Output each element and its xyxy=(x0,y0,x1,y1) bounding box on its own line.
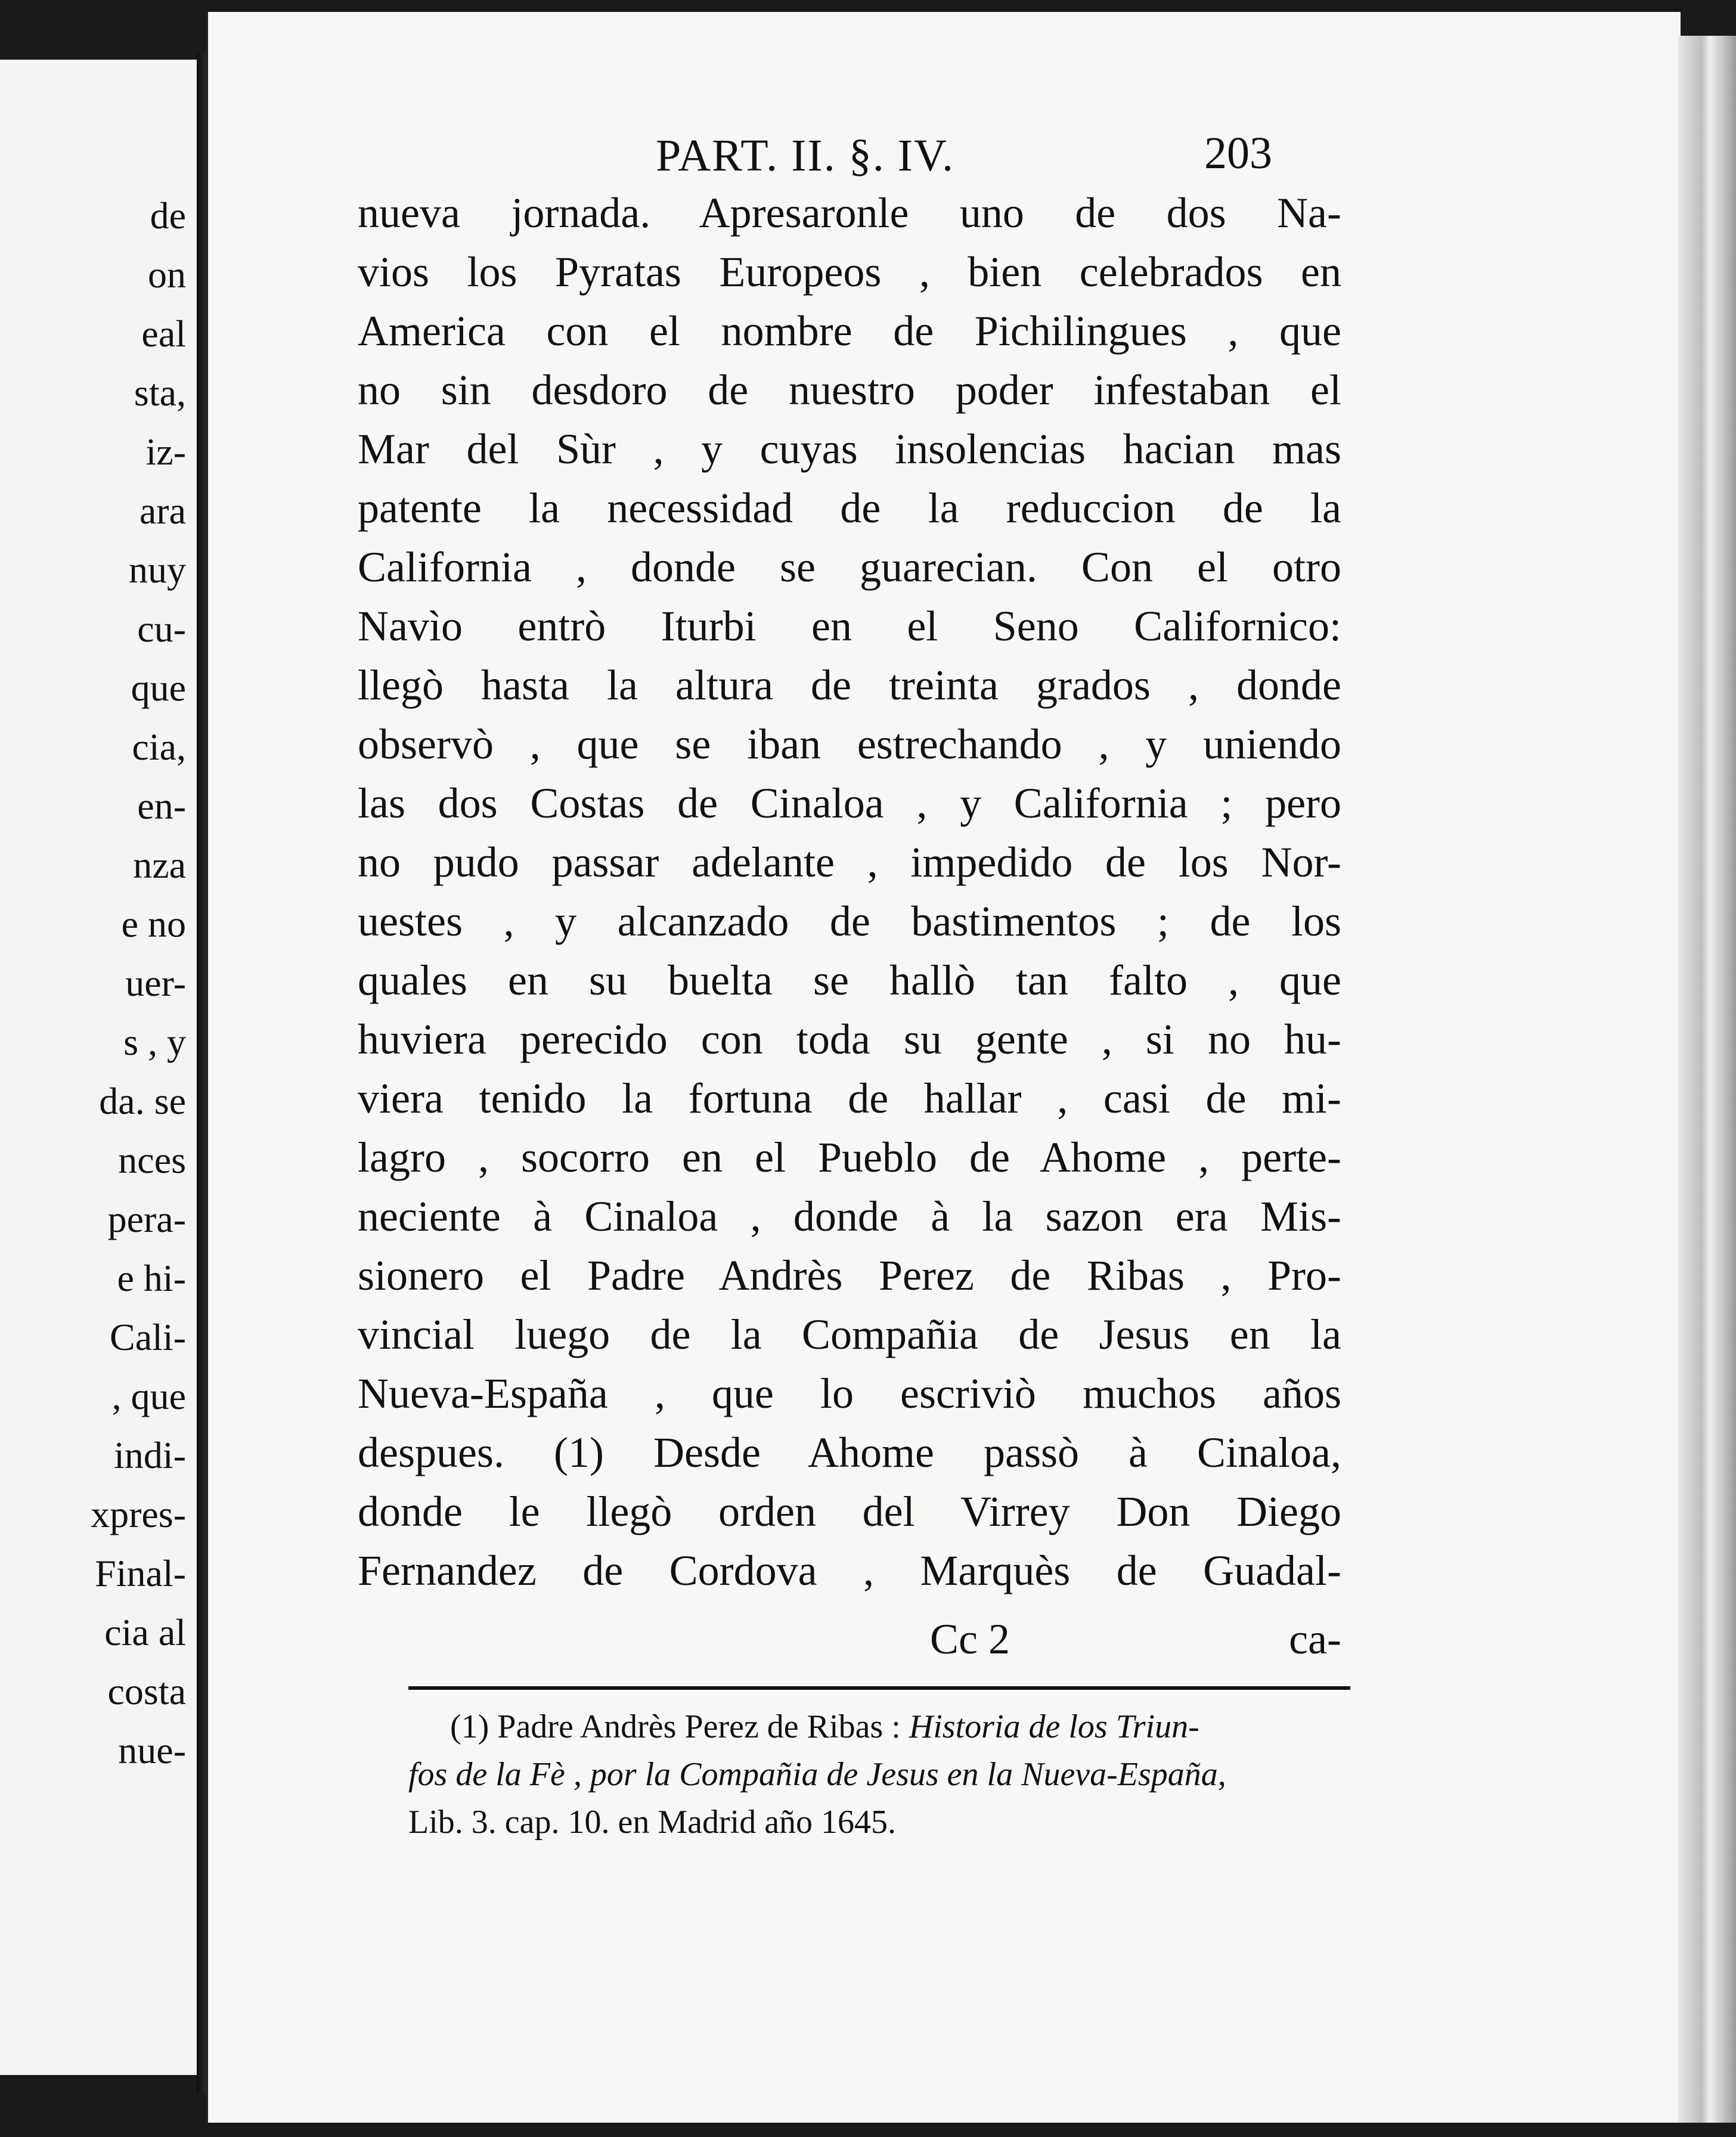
body-line: las dos Costas de Cinaloa , y California ; pero xyxy=(358,779,1341,827)
body-line: vios los Pyratas Europeos , bien celebrados en xyxy=(358,248,1341,296)
body-line: patente la necessidad de la reduccion de la xyxy=(358,484,1341,532)
body-line: no pudo passar adelante , impedido de los Nor- xyxy=(358,838,1341,886)
left-page-fragment: s , y xyxy=(123,1021,186,1063)
left-page-fragment: que xyxy=(131,667,186,709)
left-page-fragment: nza xyxy=(133,844,186,886)
left-page-fragment: Cali- xyxy=(110,1316,186,1358)
left-page-fragment: e no xyxy=(121,903,186,945)
footnote-reference: Lib. 3. cap. 10. en Madrid año 1645. xyxy=(408,1804,897,1841)
body-line: neciente à Cinaloa , donde à la sazon era Mis- xyxy=(358,1193,1341,1240)
left-page-fragment: ara xyxy=(139,490,186,532)
page-foot xyxy=(358,1610,1341,1669)
body-line: despues. (1) Desde Ahome passò à Cinaloa, xyxy=(358,1429,1341,1476)
left-page-fragment: sta, xyxy=(134,371,186,414)
body-line: Navìo entrò Iturbi en el Seno Californico: xyxy=(358,602,1341,650)
body-line: Nueva-España , que lo escriviò muchos años xyxy=(358,1370,1341,1417)
footnote-title-start: Historia de los Triun- xyxy=(909,1708,1199,1745)
left-page-fragment: indi- xyxy=(114,1434,186,1476)
left-page-fragment: en- xyxy=(137,785,186,827)
catchword: ca- xyxy=(1289,1615,1341,1663)
page-edges xyxy=(1678,36,1736,2123)
left-page-fragment: , que xyxy=(111,1375,186,1417)
left-page-fragment: cia al xyxy=(104,1611,186,1653)
body-line: California , donde se guarecian. Con el otro xyxy=(358,543,1341,591)
left-page-fragment: xpres- xyxy=(91,1493,186,1535)
footnote-line-2 xyxy=(408,1751,1350,1798)
left-page-fragment: uer- xyxy=(125,962,186,1004)
signature-mark: Cc 2 xyxy=(930,1615,1010,1663)
footnote-line-1 xyxy=(408,1703,1350,1751)
left-page-fragment: nces xyxy=(118,1139,186,1181)
left-page-fragment: da. se xyxy=(99,1080,186,1122)
footnote-title-cont: fos de la Fè , por la Compañia de Jesus en la Nueva-España, xyxy=(408,1756,1226,1793)
body-line: viera tenido la fortuna de hallar , casi de mi- xyxy=(358,1074,1341,1122)
left-page-fragment: pera- xyxy=(107,1198,186,1240)
left-page-fragment: e hi- xyxy=(117,1257,186,1299)
body-line: huviera perecido con toda su gente , si no hu- xyxy=(358,1015,1341,1063)
left-page-fragment: Final- xyxy=(95,1552,186,1594)
body-line: llegò hasta la altura de treinta grados , donde xyxy=(358,661,1341,709)
left-page-fragment: nuy xyxy=(129,549,186,591)
body-line: vincial luego de la Compañia de Jesus en la xyxy=(358,1311,1341,1358)
left-page-fragment: de xyxy=(150,194,186,237)
running-head: PART. II. §. IV. xyxy=(656,131,955,181)
footnote-rule xyxy=(408,1686,1350,1690)
body-line: uestes , y alcanzado de bastimentos ; de los xyxy=(358,897,1341,945)
footnote-line-3 xyxy=(408,1798,1350,1846)
left-page-fragment: nue- xyxy=(118,1729,186,1771)
body-line: Mar del Sùr , y cuyas insolencias hacian mas xyxy=(358,425,1341,473)
body-line: Fernandez de Cordova , Marquès de Guadal- xyxy=(358,1547,1341,1594)
body-line: nueva jornada. Apresaronle uno de dos Na- xyxy=(358,189,1341,237)
body-text xyxy=(358,184,1341,1600)
body-line: America con el nombre de Pichilingues , que xyxy=(358,307,1341,355)
left-page-fragment: cia, xyxy=(132,726,186,768)
page-number: 203 xyxy=(1204,128,1272,178)
body-line: lagro , socorro en el Pueblo de Ahome , perte- xyxy=(358,1133,1341,1181)
body-line: donde le llegò orden del Virrey Don Diego xyxy=(358,1488,1341,1535)
footnote xyxy=(408,1703,1350,1846)
left-page-fragment: iz- xyxy=(145,431,186,473)
body-line: quales en su buelta se hallò tan falto , que xyxy=(358,956,1341,1004)
left-page-fragment: costa xyxy=(107,1670,186,1712)
left-facing-page xyxy=(0,60,200,2075)
left-page-fragment: eal xyxy=(141,312,186,355)
left-page-fragment: cu- xyxy=(137,608,186,650)
body-line: sionero el Padre Andrès Perez de Ribas , Pro- xyxy=(358,1252,1341,1299)
left-page-fragment: on xyxy=(148,253,186,296)
body-line: no sin desdoro de nuestro poder infestaban el xyxy=(358,366,1341,414)
footnote-citation: (1) Padre Andrès Perez de Ribas : xyxy=(450,1708,909,1745)
body-line: observò , que se iban estrechando , y uniendo xyxy=(358,720,1341,768)
